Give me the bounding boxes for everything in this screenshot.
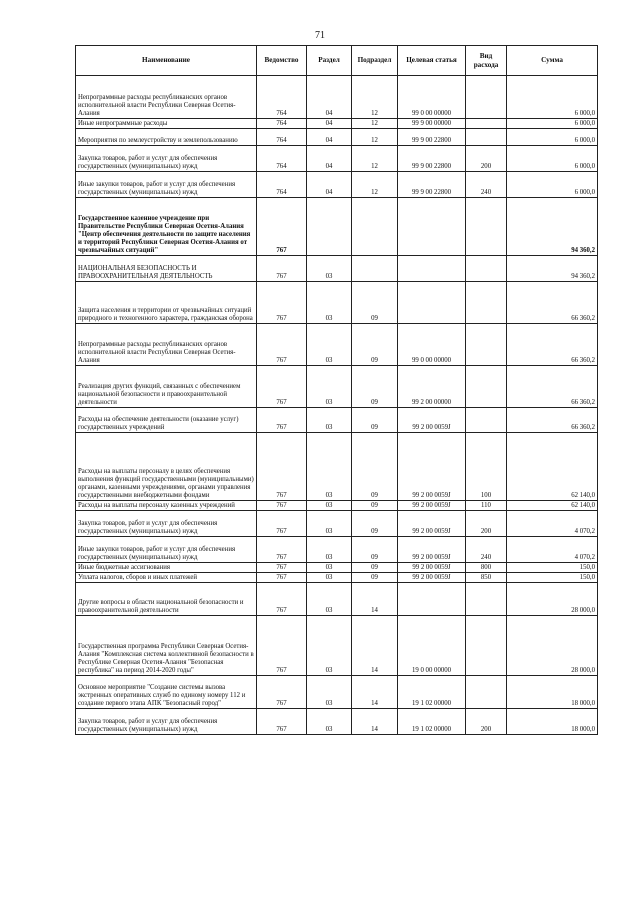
table-cell-razdel: 03 [307,324,352,366]
table-cell-name: Закупка товаров, работ и услуг для обеспечения государственных (муниципальных) нужд [76,146,257,172]
table-cell-podrazdel: 09 [352,537,398,563]
table-cell-vid-raskhoda [466,676,507,709]
table-cell-summa: 18 000,0 [507,709,598,735]
table-cell-summa: 6 000,0 [507,76,598,119]
table-cell-vid-raskhoda: 240 [466,537,507,563]
table-cell-vedomstvo: 764 [257,129,307,146]
table-cell-name: Расходы на выплаты персоналу казенных учреждений [76,501,257,511]
table-cell-vedomstvo: 764 [257,76,307,119]
table-cell-name: Реализация других функций, связанных с обеспечением национальной безопасности и правоохранительной деятельности [76,366,257,408]
table-cell-summa: 18 000,0 [507,676,598,709]
table-cell-summa: 94 360,2 [507,256,598,282]
table-cell-vid-raskhoda: 110 [466,501,507,511]
table-cell-vid-raskhoda [466,198,507,256]
table-cell-razdel: 03 [307,433,352,501]
table-cell-podrazdel: 09 [352,501,398,511]
table-cell-vid-raskhoda [466,616,507,676]
table-cell-summa: 6 000,0 [507,172,598,198]
table-cell-razdel: 03 [307,563,352,573]
table-row [76,563,598,573]
table-cell-vedomstvo: 767 [257,408,307,433]
table-cell-tselevaya-statya [398,256,466,282]
table-cell-podrazdel: 09 [352,563,398,573]
table-cell-name: Государственная программа Республики Северная Осетия-Алания "Комплексная система коллективной безопасности в Республике Северная Осетия-Алания "Безопасная республика" на период 2014-2020 годы" [76,616,257,676]
table-cell-razdel: 03 [307,573,352,583]
table-cell-podrazdel [352,198,398,256]
table-cell-name: Защита населения и территории от чрезвычайных ситуаций природного и техногенного характера, гражданская оборона [76,282,257,324]
table-row [76,433,598,501]
table-cell-vid-raskhoda [466,129,507,146]
header-podrazdel: Подраздел [352,46,398,76]
table-cell-vid-raskhoda [466,282,507,324]
table-cell-tselevaya-statya [398,198,466,256]
table-cell-vid-raskhoda: 800 [466,563,507,573]
table-cell-razdel: 03 [307,616,352,676]
table-cell-tselevaya-statya: 99 2 00 0059J [398,501,466,511]
table-cell-summa: 4 070,2 [507,511,598,537]
table-row [76,172,598,198]
table-cell-vedomstvo: 767 [257,433,307,501]
table-cell-vid-raskhoda [466,583,507,616]
table-row [76,129,598,146]
table-cell-summa: 6 000,0 [507,119,598,129]
table-cell-tselevaya-statya: 99 2 00 00000 [398,366,466,408]
table-cell-vedomstvo: 767 [257,501,307,511]
table-cell-summa: 66 360,2 [507,282,598,324]
table-cell-podrazdel: 12 [352,146,398,172]
table-cell-tselevaya-statya: 99 2 00 0059J [398,433,466,501]
table-cell-razdel: 03 [307,511,352,537]
table-cell-vid-raskhoda: 240 [466,172,507,198]
table-cell-name: Непрограммные расходы республиканских органов исполнительной власти Республики Северная Осетия-Алания [76,324,257,366]
table-cell-summa: 66 360,2 [507,408,598,433]
table-cell-vedomstvo: 767 [257,282,307,324]
table-cell-vedomstvo: 767 [257,563,307,573]
table-cell-name: Расходы на обеспечение деятельности (оказание услуг) государственных учреждений [76,408,257,433]
table-cell-podrazdel: 14 [352,583,398,616]
table-row [76,583,598,616]
table-cell-razdel: 03 [307,709,352,735]
table-row [76,282,598,324]
table-cell-vedomstvo: 764 [257,146,307,172]
table-cell-vid-raskhoda [466,408,507,433]
table-cell-vedomstvo: 767 [257,511,307,537]
table-row [76,198,598,256]
table-cell-vedomstvo: 767 [257,583,307,616]
table-cell-name: Иные бюджетные ассигнования [76,563,257,573]
table-cell-vid-raskhoda [466,76,507,119]
table-cell-summa: 6 000,0 [507,146,598,172]
table-cell-vedomstvo: 764 [257,119,307,129]
table-cell-podrazdel: 09 [352,511,398,537]
table-cell-tselevaya-statya: 99 2 00 0059J [398,408,466,433]
header-name: Наименование [76,46,257,76]
table-row [76,709,598,735]
table-cell-summa: 150,0 [507,573,598,583]
table-cell-vedomstvo: 767 [257,537,307,563]
table-cell-name: Государственное казенное учреждение при Правительстве Республики Северная Осетия-Алания "Центр обеспечения деятельности по защите населения и территорий Республики Северная Осетия-Алания от чрезвычайных ситуаций" [76,198,257,256]
table-cell-name: Непрограммные расходы республиканских органов исполнительной власти Республики Северная Осетия-Алания [76,76,257,119]
table-cell-podrazdel: 14 [352,709,398,735]
table-row [76,324,598,366]
table-row [76,408,598,433]
header-vedomstvo: Ведомство [257,46,307,76]
table-cell-vid-raskhoda [466,119,507,129]
table-cell-tselevaya-statya: 99 2 00 0059J [398,563,466,573]
table-cell-razdel: 03 [307,282,352,324]
table-cell-tselevaya-statya [398,583,466,616]
table-cell-summa: 6 000,0 [507,129,598,146]
table-cell-summa: 62 140,0 [507,501,598,511]
table-cell-vedomstvo: 767 [257,198,307,256]
table-cell-vid-raskhoda: 200 [466,709,507,735]
table-cell-podrazdel: 09 [352,408,398,433]
table-cell-name: Основное мероприятие "Создание системы вызова экстренных оперативных служб по единому номеру 112 и создание первого этапа АПК "Безопасный город" [76,676,257,709]
table-cell-razdel: 04 [307,146,352,172]
table-cell-name: Закупка товаров, работ и услуг для обеспечения государственных (муниципальных) нужд [76,511,257,537]
table-cell-tselevaya-statya: 19 1 02 00000 [398,709,466,735]
table-cell-summa: 62 140,0 [507,433,598,501]
table-header-row [76,46,598,76]
table-row [76,537,598,563]
table-row [76,119,598,129]
table-cell-vid-raskhoda [466,366,507,408]
table-cell-name: Расходы на выплаты персоналу в целях обеспечения выполнения функций государственными (муниципальными) органами, казенными учреждениями, органами управления государственными внебюджетными фондами [76,433,257,501]
table-cell-vedomstvo: 767 [257,709,307,735]
table-cell-vid-raskhoda [466,256,507,282]
table-cell-tselevaya-statya: 99 2 00 0059J [398,511,466,537]
table-cell-tselevaya-statya: 99 2 00 0059J [398,537,466,563]
table-cell-razdel: 03 [307,583,352,616]
table-cell-tselevaya-statya: 99 0 00 00000 [398,324,466,366]
table-cell-tselevaya-statya: 19 1 02 00000 [398,676,466,709]
table-cell-tselevaya-statya: 99 2 00 0059J [398,573,466,583]
table-cell-tselevaya-statya: 99 9 00 00000 [398,119,466,129]
table-cell-podrazdel [352,256,398,282]
table-cell-podrazdel: 12 [352,172,398,198]
table-cell-tselevaya-statya: 99 0 00 00000 [398,76,466,119]
table-cell-razdel [307,198,352,256]
table-cell-razdel: 04 [307,76,352,119]
table-cell-vedomstvo: 767 [257,676,307,709]
table-cell-summa: 94 360,2 [507,198,598,256]
table-cell-vid-raskhoda: 200 [466,511,507,537]
table-row [76,573,598,583]
table-cell-tselevaya-statya: 99 9 00 22800 [398,129,466,146]
table-cell-summa: 4 070,2 [507,537,598,563]
table-cell-podrazdel: 14 [352,676,398,709]
table-cell-summa: 28 000,0 [507,583,598,616]
header-tselevaya-statya: Целевая статья [398,46,466,76]
table-cell-name: НАЦИОНАЛЬНАЯ БЕЗОПАСНОСТЬ И ПРАВООХРАНИТЕЛЬНАЯ ДЕЯТЕЛЬНОСТЬ [76,256,257,282]
table-cell-razdel: 03 [307,676,352,709]
table-cell-vedomstvo: 767 [257,256,307,282]
table-cell-razdel: 03 [307,366,352,408]
table-row [76,146,598,172]
table-cell-summa: 150,0 [507,563,598,573]
table-cell-razdel: 03 [307,408,352,433]
table-cell-name: Закупка товаров, работ и услуг для обеспечения государственных (муниципальных) нужд [76,709,257,735]
table-row [76,256,598,282]
table-cell-name: Другие вопросы в области национальной безопасности и правоохранительной деятельности [76,583,257,616]
table-cell-razdel: 04 [307,172,352,198]
table-cell-summa: 28 000,0 [507,616,598,676]
table-cell-summa: 66 360,2 [507,324,598,366]
table-cell-vedomstvo: 767 [257,324,307,366]
table-cell-name: Мероприятия по землеустройству и землепользованию [76,129,257,146]
header-razdel: Раздел [307,46,352,76]
table-row [76,616,598,676]
table-cell-razdel: 04 [307,129,352,146]
header-summa: Сумма [507,46,598,76]
table-cell-vedomstvo: 767 [257,573,307,583]
table-cell-podrazdel: 12 [352,129,398,146]
table-cell-podrazdel: 14 [352,616,398,676]
table-row [76,501,598,511]
table-row [76,511,598,537]
table-cell-tselevaya-statya: 99 9 00 22800 [398,172,466,198]
table-cell-summa: 66 360,2 [507,366,598,408]
table-cell-vid-raskhoda: 100 [466,433,507,501]
table-cell-vid-raskhoda: 850 [466,573,507,583]
table-cell-name: Иные закупки товаров, работ и услуг для обеспечения государственных (муниципальных) нужд [76,537,257,563]
table-cell-podrazdel: 12 [352,119,398,129]
table-cell-vedomstvo: 767 [257,366,307,408]
table-cell-razdel: 03 [307,501,352,511]
table-cell-podrazdel: 09 [352,366,398,408]
table-cell-tselevaya-statya [398,282,466,324]
budget-table [75,45,598,735]
table-cell-podrazdel: 09 [352,324,398,366]
header-vid-raskhoda: Вид расхода [466,46,507,76]
table-cell-razdel: 03 [307,256,352,282]
table-cell-razdel: 04 [307,119,352,129]
table-cell-name: Иные непрограммные расходы [76,119,257,129]
table-cell-podrazdel: 09 [352,282,398,324]
page-number: 71 [315,30,325,41]
table-cell-podrazdel: 12 [352,76,398,119]
table-cell-vedomstvo: 767 [257,616,307,676]
table-cell-podrazdel: 09 [352,573,398,583]
table-cell-podrazdel: 09 [352,433,398,501]
table-cell-name: Уплата налогов, сборов и иных платежей [76,573,257,583]
table-row [76,366,598,408]
table-cell-tselevaya-statya: 99 9 00 22800 [398,146,466,172]
table-cell-vid-raskhoda [466,324,507,366]
table-cell-razdel: 03 [307,537,352,563]
table-cell-vedomstvo: 764 [257,172,307,198]
table-row [76,76,598,119]
table-cell-vid-raskhoda: 200 [466,146,507,172]
table-row [76,676,598,709]
table-cell-name: Иные закупки товаров, работ и услуг для обеспечения государственных (муниципальных) нужд [76,172,257,198]
table-cell-tselevaya-statya: 19 0 00 00000 [398,616,466,676]
